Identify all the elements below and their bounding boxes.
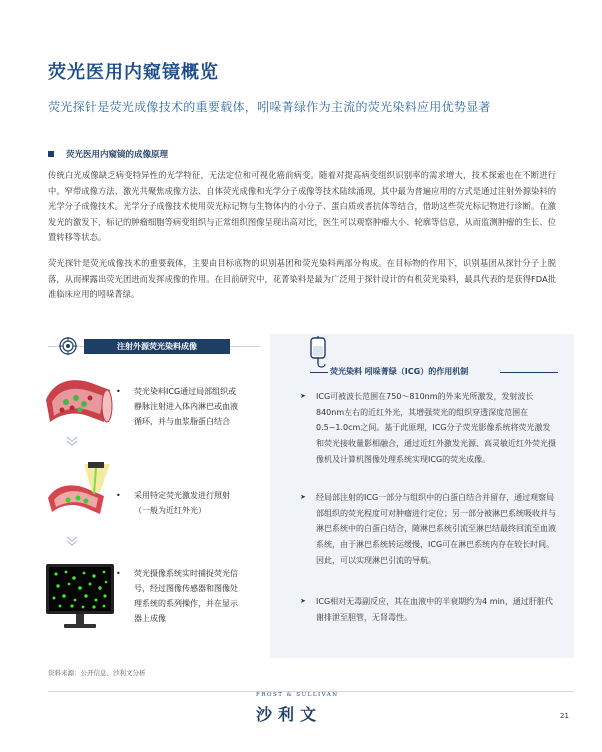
panel-title-rule-right <box>500 372 558 373</box>
excitation-light-illustration <box>44 462 114 524</box>
square-bullet-icon <box>48 151 54 157</box>
bullet-camera-system <box>116 566 244 626</box>
mechanism-item-toxicity <box>300 594 558 625</box>
mechanism-item-lymph <box>300 490 558 569</box>
bullet-dot-icon: • <box>116 387 121 396</box>
bullet-excitation <box>116 488 244 518</box>
paragraph-imaging-principle: 传统白光成像缺乏病变特异性的光学特征，无法定位和可视化癌前病变。随着对提高病变组织识别率的需求增大，技术探索也在不断进行中。窄带成像方法、激光共聚焦成像方法、自体荧光成像和光学分子成像等技术陆续涌现，其中最为普遍应用的方式是通过注射外源染料的光学分子成像技术。光学分子成像技术使用荧光标记物与生物体内的小分子、蛋白质或者抗体等结合，借助这些荧光标记物进行诊断。在激发光的激发下，标记的肿瘤细胞等病变组织与正常组织图像呈现出高对比，医生可以观察肿瘤大小、轮廓等信息，从而监测肿瘤的生长、位置转移等状态。 <box>48 170 556 242</box>
monitor-illustration <box>44 562 116 632</box>
section-heading-text: 荧光医用内窥镜的成像原理 <box>66 150 169 160</box>
bullet-text: 采用特定荧光激发进行照射（一般为近红外光） <box>134 491 230 515</box>
bullet-text: 荧光摄像系统实时捕捉荧光信号，经过图像传感器和图像处理系统的系列操作，并在显示器上成像 <box>134 569 238 623</box>
mechanism-item-excitation <box>300 389 558 468</box>
section-heading <box>48 148 168 160</box>
arrow-bullet-icon: ➤ <box>300 392 306 400</box>
target-icon <box>59 337 77 355</box>
arrow-bullet-icon: ➤ <box>300 597 306 605</box>
blood-vessel-illustration <box>44 370 114 430</box>
bullet-dot-icon: • <box>116 491 121 500</box>
bullet-text: 荧光染料ICG通过局部组织或静脉注射进入体内淋巴或血液循环，并与血浆脂蛋白结合 <box>134 387 238 426</box>
bullet-injection <box>116 384 244 429</box>
panel-title-rule-left <box>310 372 328 373</box>
source-note: 资料来源：公开信息、沙利文分析 <box>48 669 146 677</box>
mechanism-text: ICG可被波长范围在750～810nm的外来光所激发，发射波长840nm左右的近红外光，其增强荧光的组织穿透深度范围在0.5~1.0cm之间。基于此原理，ICG分子荧光影像系统将荧光激发和荧光接收量影相融合，通过近红外激发光源、高灵敏近红外荧光摄像机及计算机图像处理系统实现ICG的荧光成像。 <box>316 392 556 464</box>
page-subtitle: 荧光探针是荧光成像技术的重要载体，吲哚菁绿作为主流的荧光染料应用优势显著 <box>48 100 491 114</box>
page-number: 21 <box>560 712 569 720</box>
arrow-bullet-icon: ➤ <box>300 493 306 501</box>
icg-mechanism-title: 荧光染料 吲哚菁绿（ICG）的作用机制 <box>330 367 469 376</box>
chevron-down-icon <box>66 536 78 546</box>
iv-drip-icon <box>305 336 333 370</box>
left-panel-label: 注射外源荧光染料成像 <box>84 339 230 354</box>
brand-logo-en: FROST & SULLIVAN <box>256 692 339 698</box>
mechanism-text: ICG相对无毒副反应，其在血液中的半衰期约为4 min，通过肝脏代谢排泄至胆管，无肾毒性。 <box>316 597 553 622</box>
paragraph-fluorescent-probe: 荧光探针是荧光成像技术的重要载体，主要由目标底物的识别基团和荧光染料两部分构成。在目标物的作用下，识别基团从探针分子上脱落，从而裸露出荧光团进而发挥成像的作用。在目前研究中，花菁染料是最为广泛用于探针设计的有机荧光染料，最具代表的是获得FDA批准临床应用的吲哚菁绿。 <box>48 258 556 299</box>
page-title: 荧光医用内窥镜概览 <box>48 62 219 83</box>
brand-logo-cn: 沙利文 <box>256 705 323 724</box>
mechanism-text: 经局部注射的ICG一部分与组织中的白蛋白结合并留存，通过观察局部组织的荧光程度可对肿瘤进行定位；另一部分被淋巴系统吸收并与淋巴系统中的白蛋白结合，随淋巴系统引流至淋巴结最终回流至血液系统，由于淋巴系统转运缓慢，ICG可在淋巴系统内存在较长时间。因此，可以实现淋巴引流的导航。 <box>316 493 556 565</box>
chevron-down-icon <box>66 436 78 446</box>
bullet-dot-icon: • <box>116 569 121 578</box>
